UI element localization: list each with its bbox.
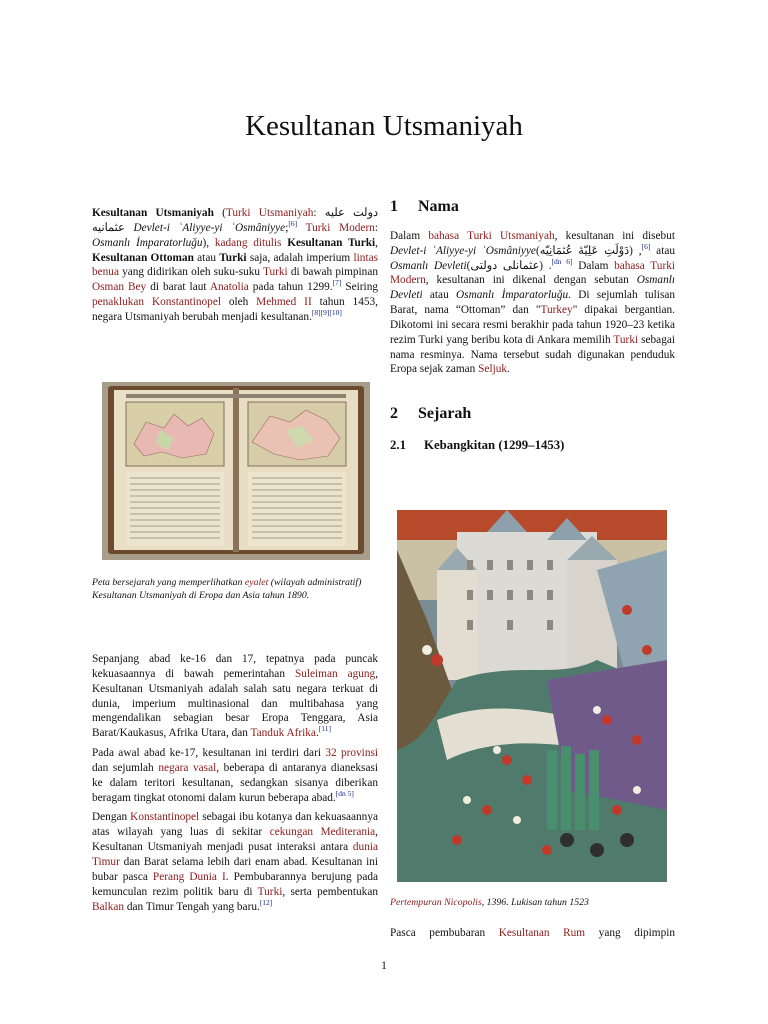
osmanli-imparatorlugu: Osmanlı İmparatorluğu — [456, 289, 569, 302]
paragraph-nama: Dalam bahasa Turki Utsmaniyah, kesultanan ini disebut Devlet-i ʿAliyye-yi ʿOsmâniyye (دَوْلَتِ عَلِيّهٔ عُثمَانِیّه),[6] atau Osmanlı Devleti (عثمانلى دولتى).[dn 6] Dalam bahasa Turki Modern, kesultanan ini dikenal dengan sebutan Osmanlı Devleti atau Osmanlı İmparatorluğu. Di sejumlah tulisan Barat, nama “Ottoman” dan "Turkey" dipakai bergantian. Dikotomi ini secara resmi berakhir pada tahun 1920–23 ketika rezim Turki yang beribu kota di Ankara memilih Turki sebagai nama resminya. Nama tersebut sudah digunakan penduduk Eropa sejak zaman Seljuk. — [390, 229, 676, 376]
reference-link[interactable]: [7] — [332, 278, 342, 288]
historical-map-image[interactable] — [102, 382, 370, 560]
section-title: Sejarah — [418, 405, 472, 423]
paragraph-konstantinopel: Dengan Konstantinopel sebagai ibu kotanya dan kekuasaannya atas wilayah yang luas di sekitar cekungan Mediterania, Kesultanan Utsmaniyah menjadi pusat interaksi antara dunia Timur dan Barat selama lebih dari enam abad. Kesultanan ini bubar pasca Perang Dunia I. Pembubarannya berujung pada kemunculan rezim politik baru di Turki, serta pembentukan Balkan dan Timur Tengah yang baru.[12] — [92, 811, 378, 913]
section-number: 2 — [390, 405, 398, 423]
page-title: Kesultanan Utsmaniyah — [245, 110, 523, 142]
battle-painting-image[interactable] — [397, 510, 667, 882]
section-heading-sejarah — [390, 407, 675, 422]
link-osman-bey[interactable]: Osman Bey — [92, 281, 147, 294]
paragraph-puncak-kekuasaan: Sepanjang abad ke-16 dan 17, tepatnya pada puncak kekuasaannya di bawah pemerintahan Suleiman agung, Kesultanan Utsmaniyah adalah salah satu negara terkuat di dunia, imperium multinasional dan multibahasa yang mengendalikan sebagian besar Eropa Tenggara, Asia Barat/Kaukasus, Afrika Utara, dan Tanduk Afrika.[11] — [92, 653, 379, 740]
reference-link[interactable]: [dn 5] — [335, 788, 354, 798]
link-lintas-benua[interactable]: lintas benua — [92, 251, 379, 279]
section-number: 2.1 — [390, 438, 406, 453]
link-negara-vasal[interactable]: negara vasal — [158, 761, 217, 774]
link-seljuk[interactable]: Seljuk — [478, 363, 508, 376]
painting-illustration — [397, 510, 667, 882]
reference-link[interactable]: [6] — [288, 219, 298, 229]
page-number: 1 — [381, 960, 387, 972]
link-dunia-timur[interactable]: dunia Timur — [92, 841, 378, 868]
osmanli-devleti: Osmanlı Devleti — [390, 259, 467, 272]
paragraph-pasca: Pasca pembubaran Kesultanan Rum yang dipimpin — [390, 927, 675, 939]
link-bahasa-turki-utsmaniyah[interactable]: bahasa Turki Utsmaniyah — [428, 229, 555, 242]
link-turki-modern[interactable]: Turki Modern — [305, 221, 375, 234]
bold-term: Kesultanan Ottoman — [92, 251, 194, 264]
link-turki[interactable]: Turki — [263, 266, 288, 279]
subsection-heading-kebangkitan — [390, 438, 675, 453]
intro-paragraph: Kesultanan Utsmaniyah (Turki Utsmaniyah: دولت عليه عثمانیه Devlet-i ʿAliyye-yi ʿOsmâniyye;[6] Turki Modern: Osmanlı İmparatorluğu), kadang ditulis Kesultanan Turki, Kesultanan Ottoman atau Turki saja, adalah imperium lintas benua yang didirikan oleh suku-suku Turki di bawah pimpinan Osman Bey di barat laut Anatolia pada tahun 1299.[7] Seiring penaklukan Konstantinopel oleh Mehmed II tahun 1453, negara Utsmaniyah berubah menjadi kesultanan.[8][9][10] — [92, 207, 379, 323]
bold-term: Turki — [219, 251, 247, 264]
reference-link[interactable]: [6] — [641, 241, 651, 251]
link-cekungan-mediterania[interactable]: cekungan Mediterania — [269, 826, 376, 839]
map-illustration — [102, 382, 370, 560]
arabic-name: (عثمانلى دولتى) — [466, 259, 549, 272]
reference-link[interactable]: [11] — [318, 724, 331, 734]
link-kesultanan-rum[interactable]: Kesultanan Rum — [498, 927, 586, 939]
map-caption: Peta bersejarah yang memperlihatkan eyalet (wilayah administratif) Kesultanan Utsmaniyah di Eropa dan Asia tahun 1890. — [92, 577, 362, 601]
arabic-name: (دَوْلَتِ عَلِيّهٔ عُثمَانِیّه) — [535, 244, 639, 257]
latin-name: Devlet-i ʿAliyye-yi ʿOsmâniyye — [133, 221, 286, 234]
section-title: Kebangkitan (1299–1453) — [424, 438, 565, 453]
link-mehmed-ii[interactable]: Mehmed II — [256, 296, 312, 309]
left-column — [92, 206, 378, 325]
section-heading-nama — [390, 200, 675, 215]
reference-link[interactable]: [dn 6] — [551, 256, 573, 266]
latin-name: Devlet-i ʿAliyye-yi ʿOsmâniyye — [390, 244, 536, 257]
arabic-name: دولت عليه عثمانیه — [92, 207, 378, 234]
link-turkey[interactable]: Turkey — [540, 304, 573, 317]
link-balkan[interactable]: Balkan — [92, 900, 124, 913]
modern-name: Osmanlı İmparatorluğu — [92, 236, 203, 249]
link-bahasa-turki-modern[interactable]: bahasa Turki Modern — [390, 259, 675, 287]
link-suleiman-agung[interactable]: Suleiman agung — [294, 667, 376, 680]
link-penaklukan-konstantinopel[interactable]: penaklukan Konstantinopel — [92, 296, 221, 309]
paragraph-provinsi: Pada awal abad ke-17, kesultanan ini terdiri dari 32 provinsi dan sejumlah negara vasal, beberapa di antaranya dianeksasi ke dalam teritori kesultanan, sedangkan sisanya diberikan beragam tingkat otonomi dalam kurun beberapa abad.[dn 5] — [92, 747, 378, 804]
left-column-lower — [92, 652, 378, 914]
link-perang-dunia-i[interactable]: Perang Dunia I — [152, 870, 226, 883]
link-konstantinopel[interactable]: Konstantinopel — [130, 811, 200, 824]
link-tanduk-afrika[interactable]: Tanduk Afrika — [250, 727, 316, 740]
reference-link[interactable]: [8][9][10] — [311, 308, 342, 318]
osmanli-devleti: Osmanlı Devleti — [390, 274, 675, 302]
battle-caption: Pertempuran Nicopolis, 1396. Lukisan tahun 1523 — [390, 897, 589, 908]
link-anatolia[interactable]: Anatolia — [209, 281, 249, 294]
section-title: Nama — [418, 198, 459, 215]
link-kadang-ditulis[interactable]: kadang ditulis — [214, 236, 282, 249]
right-column — [390, 200, 675, 453]
link-turki[interactable]: Turki — [257, 885, 283, 898]
bold-term: Kesultanan Utsmaniyah — [92, 207, 214, 219]
bold-term: Kesultanan Turki — [287, 236, 376, 249]
link-32-provinsi[interactable]: 32 provinsi — [325, 747, 378, 760]
link-eyalet[interactable]: eyalet — [244, 577, 269, 588]
section-number: 1 — [390, 198, 398, 215]
reference-link[interactable]: [12] — [259, 897, 273, 907]
link-pertempuran-nicopolis[interactable]: Pertempuran Nicopolis — [390, 897, 482, 908]
link-turki[interactable]: Turki — [613, 333, 639, 346]
link-turki-utsmaniyah[interactable]: Turki Utsmaniyah — [225, 207, 314, 219]
